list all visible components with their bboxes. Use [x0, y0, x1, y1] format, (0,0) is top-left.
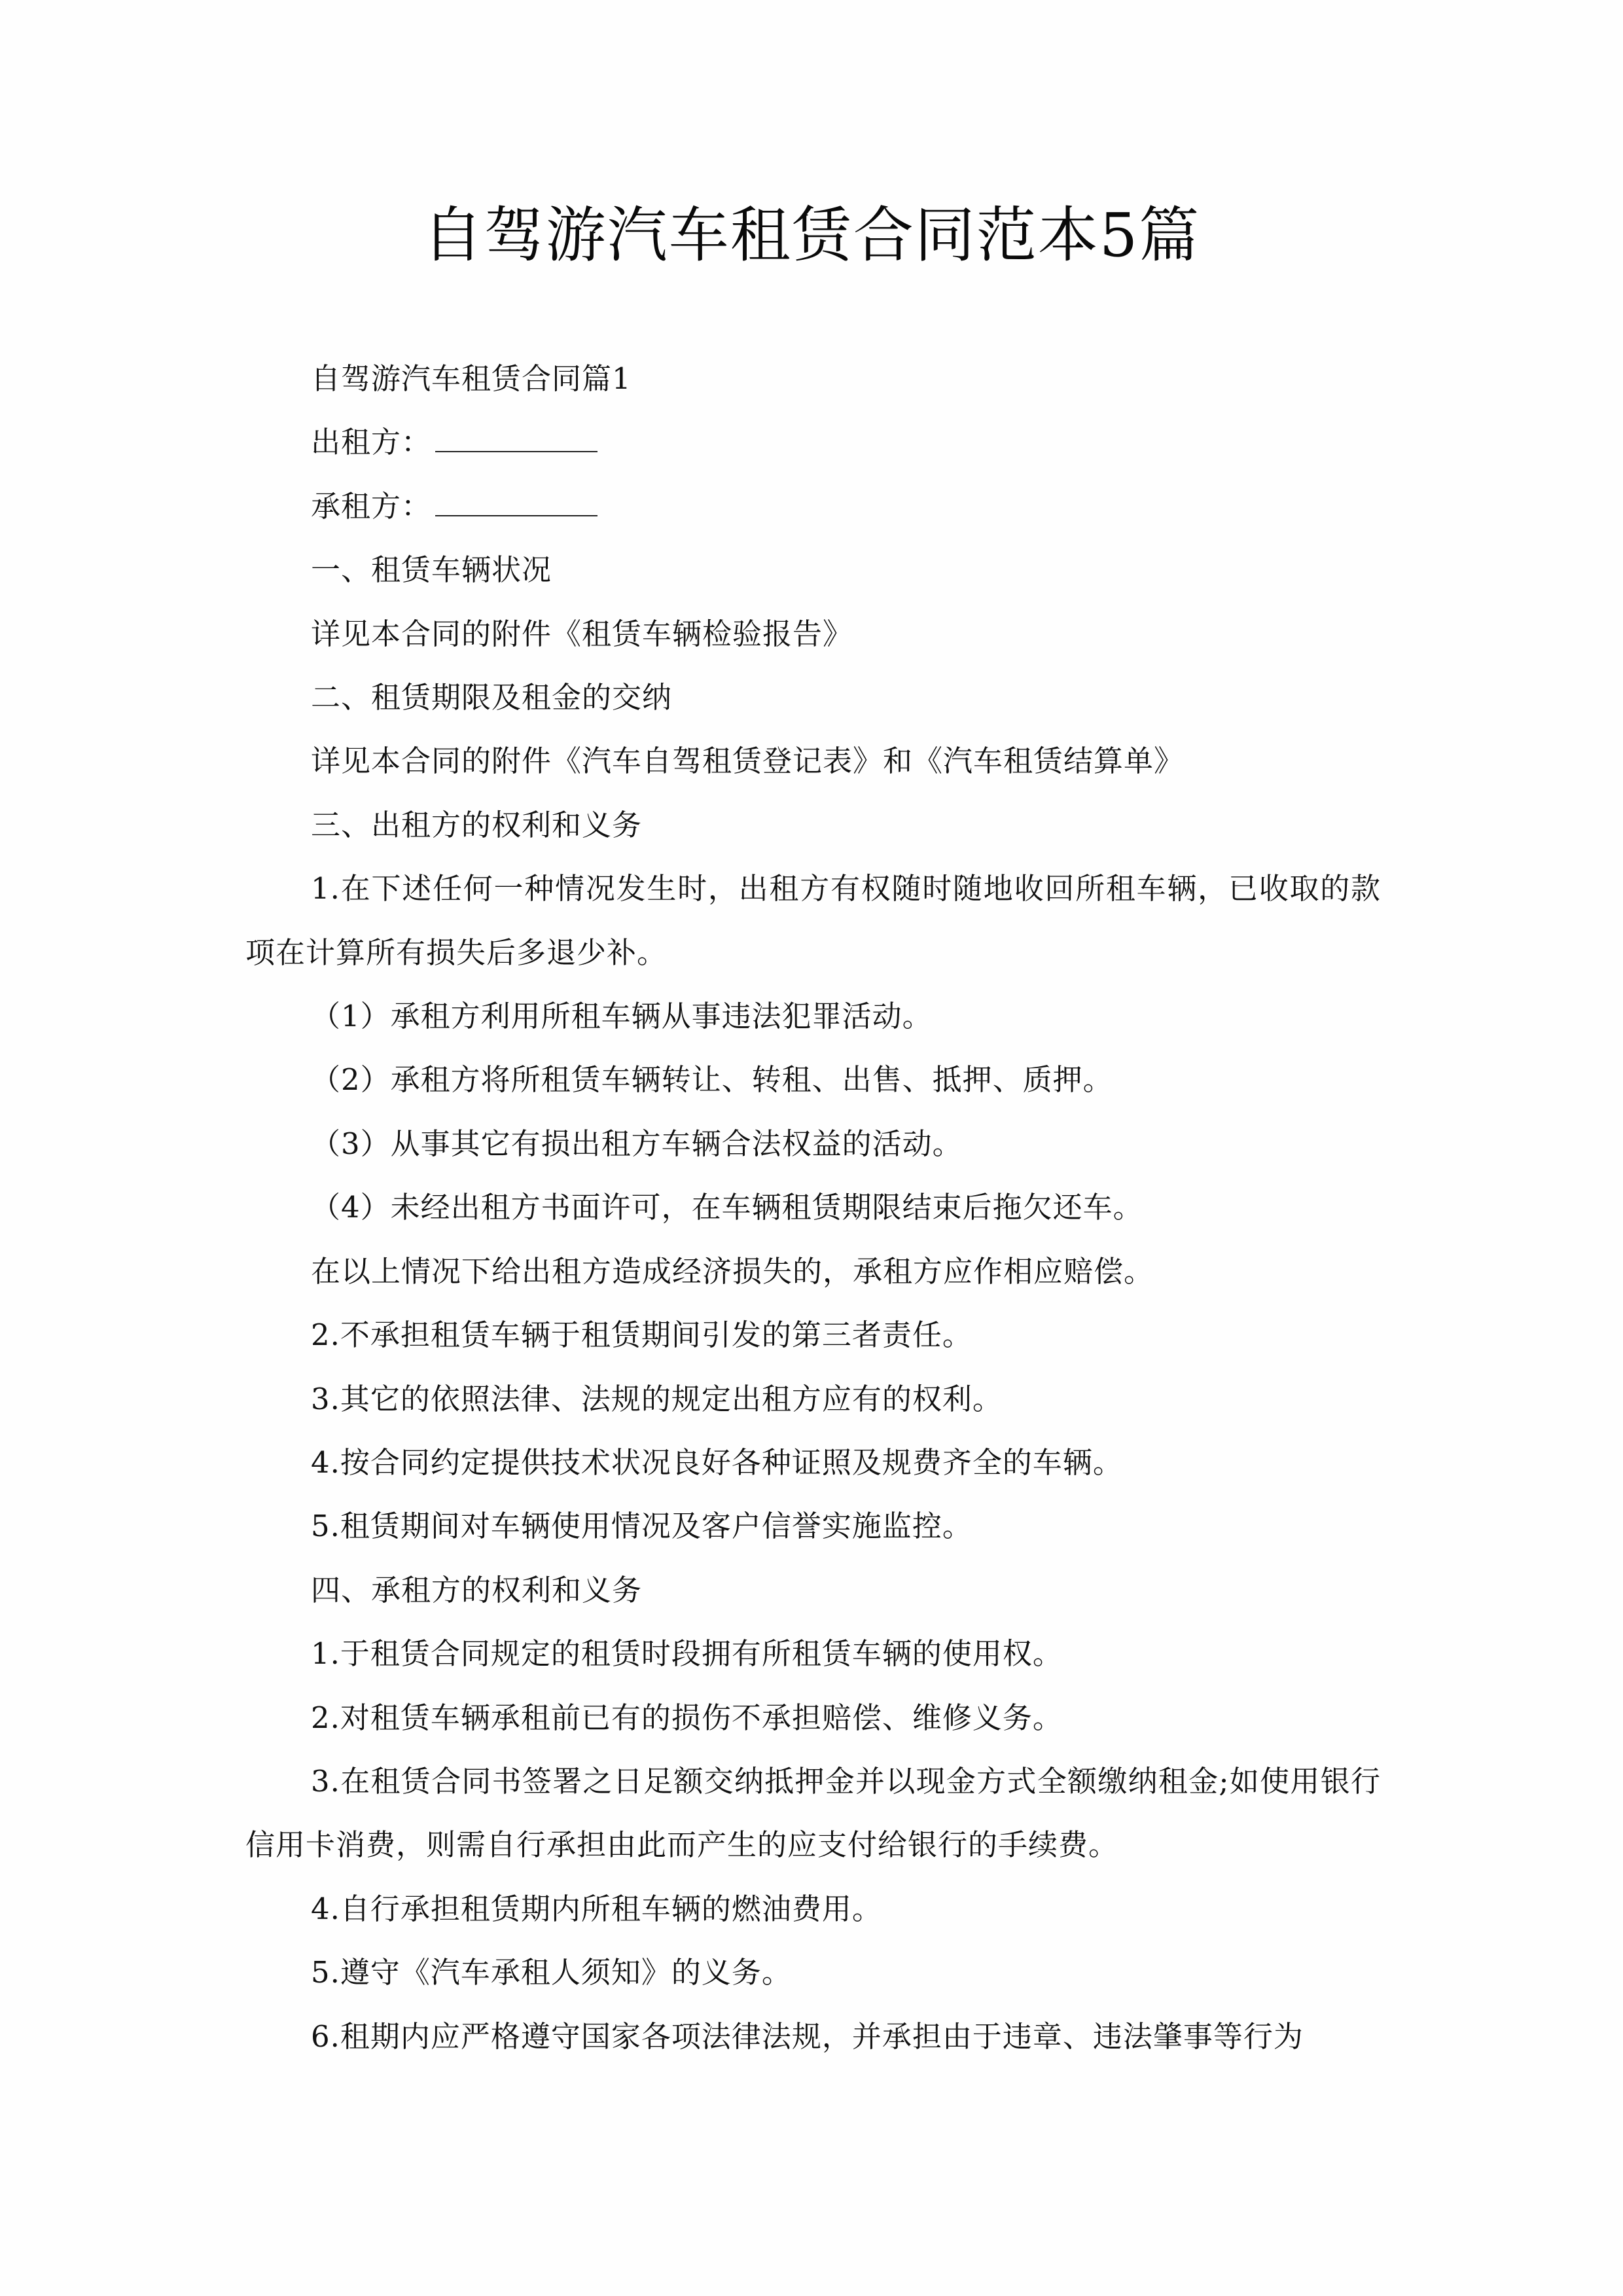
lessee-line — [245, 475, 1381, 538]
paragraph: 5.租赁期间对车辆使用情况及客户信誉实施监控。 — [311, 1509, 972, 1544]
lessor-label: 出租方： — [311, 425, 432, 460]
paragraph: 详见本合同的附件《汽车自驾租赁登记表》和《汽车租赁结算单》 — [311, 744, 1185, 779]
heading-lessor-rights: 三、出租方的权利和义务 — [311, 807, 643, 842]
heading-lessee-rights: 四、承租方的权利和义务 — [311, 1572, 643, 1607]
paragraph: 详见本合同的附件《租赁车辆检验报告》 — [311, 616, 853, 651]
lessee-label: 承租方： — [311, 488, 432, 524]
paragraph: 1.在下述任何一种情况发生时，出租方有权随时随地收回所租车辆，已收取的款项在计算所有损失后多退少补。 — [245, 871, 1381, 970]
list-item: （4）未经出租方书面许可，在车辆租赁期限结束后拖欠还车。 — [311, 1190, 1143, 1225]
paragraph: 3.其它的依照法律、法规的规定出租方应有的权利。 — [311, 1381, 1003, 1416]
paragraph: 4.自行承担租赁期内所租车辆的燃油费用。 — [311, 1891, 882, 1926]
list-item: （2）承租方将所租赁车辆转让、转租、出售、抵押、质押。 — [311, 1062, 1113, 1098]
lessor-line — [245, 410, 1381, 474]
paragraph: 3.在租赁合同书签署之日足额交纳抵押金并以现金方式全额缴纳租金;如使用银行信用卡消费，则需自行承担由此而产生的应支付给银行的手续费。 — [245, 1763, 1381, 1863]
paragraph: 4.按合同约定提供技术状况良好各种证照及规费齐全的车辆。 — [311, 1444, 1123, 1480]
document-title: 自驾游汽车租赁合同范本5篇 — [422, 200, 1201, 270]
paragraph: 5.遵守《汽车承租人须知》的义务。 — [311, 1955, 792, 1990]
list-item: （3）从事其它有损出租方车辆合法权益的活动。 — [311, 1126, 963, 1161]
heading-vehicle-condition: 一、租赁车辆状况 — [311, 552, 552, 588]
lessor-blank-field — [435, 422, 597, 452]
paragraph: 在以上情况下给出租方造成经济损失的，承租方应作相应赔偿。 — [311, 1253, 1154, 1289]
paragraph: 2.不承担租赁车辆于租赁期间引发的第三者责任。 — [311, 1318, 972, 1353]
document-body — [245, 347, 1381, 2068]
lessee-blank-field — [435, 486, 597, 516]
paragraph: 2.对租赁车辆承租前已有的损伤不承担赔偿、维修义务。 — [311, 1700, 1063, 1735]
heading-lease-term: 二、租赁期限及租金的交纳 — [311, 680, 673, 715]
paragraph: 6.租期内应严格遵守国家各项法律法规，并承担由于违章、违法肇事等行为 — [311, 2018, 1304, 2054]
section-title: 自驾游汽车租赁合同篇1 — [311, 361, 632, 396]
list-item: （1）承租方利用所租车辆从事违法犯罪活动。 — [311, 999, 933, 1034]
paragraph: 1.于租赁合同规定的租赁时段拥有所租赁车辆的使用权。 — [311, 1636, 1063, 1672]
